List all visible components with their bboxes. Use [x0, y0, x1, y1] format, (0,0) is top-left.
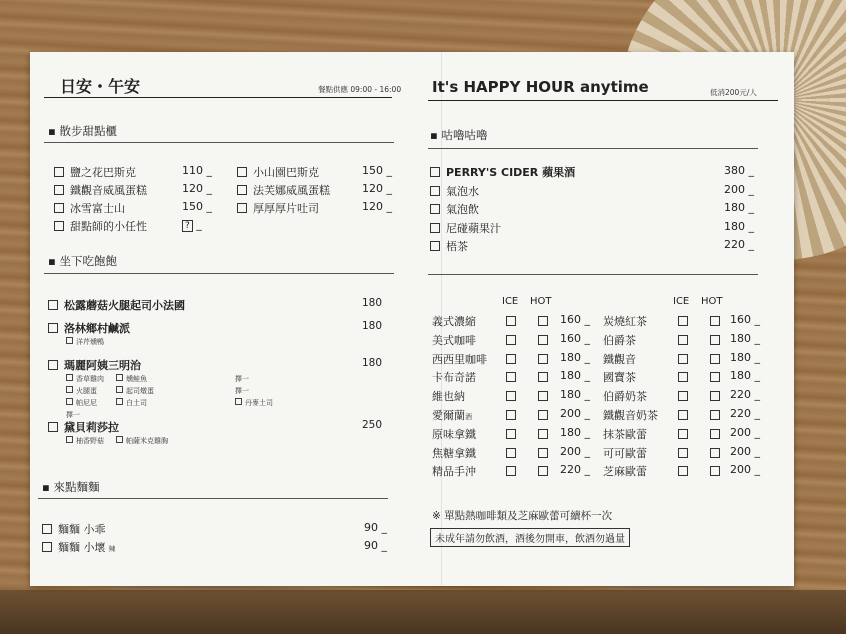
meal-option-label: 香草雞肉 — [76, 375, 104, 383]
noodle-item — [42, 539, 116, 555]
meal-option — [66, 436, 104, 446]
drinks-rule — [428, 148, 758, 149]
dessert-price: 150 _ — [182, 200, 212, 213]
dessert-item-label: 小山園巴斯克 — [253, 166, 319, 179]
meal-item — [48, 297, 185, 313]
tea-price: 200 _ — [730, 463, 760, 477]
dessert-price-value: 110 — [182, 164, 203, 177]
drink-price-value: 200 — [724, 182, 745, 196]
option-checkbox-icon — [116, 386, 123, 393]
meal-option — [66, 398, 97, 408]
checkbox-icon — [54, 167, 64, 177]
meal-option-label: 帕薩米克雞胸 — [126, 437, 168, 445]
coffee-price: 180 _ — [560, 369, 590, 383]
tea-ice-checkbox-icon — [678, 372, 688, 382]
meal-price: 180 — [361, 320, 382, 332]
dessert-item — [54, 164, 136, 180]
tea-ice-checkbox-icon — [678, 410, 688, 420]
tea-price-value: 180 — [730, 369, 751, 383]
dessert-item-label: 鐵觀音威風蛋糕 — [70, 184, 147, 197]
noodle-section-title: ▪ 來點麵麵 — [42, 480, 100, 494]
dessert-price-value: 150 — [182, 200, 203, 213]
tea-price-value: 180 — [730, 331, 751, 345]
coffee-ice-checkbox-icon — [506, 466, 516, 476]
meal-option-label: 燻鮭魚 — [126, 375, 147, 383]
dessert-price: 150 _ — [362, 164, 392, 177]
coffee-ice-checkbox-icon — [506, 410, 516, 420]
coffee-price: 180 _ — [560, 388, 590, 402]
meal-option-label: 擇一 — [235, 387, 249, 395]
drink-item-label: 尼碰蘋果汁 — [446, 221, 501, 235]
meal-option-label: 帕尼尼 — [76, 399, 97, 407]
dessert-price-value: 120 — [362, 200, 383, 213]
meal-option-label: 洋芹燻鴨 — [76, 338, 104, 346]
coffee-ice-checkbox-icon — [506, 391, 516, 401]
tea-hot-header: HOT — [701, 296, 723, 307]
noodle-price: 90 _ — [364, 539, 387, 552]
dessert-item — [237, 182, 330, 198]
drink-price-value: 380 — [724, 164, 745, 177]
coffee-item — [432, 369, 476, 385]
dessert-price-value: 150 — [362, 164, 383, 177]
coffee-hot-checkbox-icon — [538, 372, 548, 382]
drink-item-label: PERRY'S CIDER 蘋果酒 — [446, 166, 576, 179]
checkbox-icon — [237, 203, 247, 213]
tea-hot-checkbox-icon — [710, 316, 720, 326]
tea-ice-checkbox-icon — [678, 391, 688, 401]
left-title-rule — [44, 97, 392, 98]
coffee-price-value: 200 — [560, 407, 581, 420]
checkbox-icon — [48, 360, 58, 370]
checkbox-icon — [54, 185, 64, 195]
tea-ice-checkbox-icon — [678, 448, 688, 458]
meal-item-label: 瑪麗阿姨三明治 — [64, 359, 141, 372]
tea-item — [603, 332, 636, 348]
alcohol-warning: 未成年請勿飲酒，酒後勿開車，飲酒勿過量 — [430, 528, 630, 547]
drink-item-label: 氣泡飲 — [446, 203, 479, 216]
tea-price-value: 200 — [730, 425, 751, 439]
meal-rule — [44, 273, 394, 274]
checkbox-icon — [430, 241, 440, 251]
coffee-ice-checkbox-icon — [506, 429, 516, 439]
tea-price-value: 160 — [730, 313, 751, 326]
drink-price: 220 _ — [724, 238, 754, 251]
noodle-price: 90 _ — [364, 521, 387, 534]
noodle-item-label: 麵麵 小壞 — [58, 541, 106, 554]
tea-price: 220 _ — [730, 407, 760, 420]
noodle-item — [42, 521, 106, 537]
dessert-item — [237, 200, 319, 216]
checkbox-icon — [430, 167, 440, 177]
tea-hot-checkbox-icon — [710, 410, 720, 420]
drink-price: 380 _ — [724, 164, 754, 177]
table-edge — [0, 590, 846, 634]
coffee-item-label: 卡布奇諾 — [432, 371, 476, 385]
checkbox-icon — [42, 524, 52, 534]
coffee-item — [432, 351, 487, 367]
coffee-price-value: 180 — [560, 369, 581, 383]
tea-item — [603, 388, 647, 404]
tea-price-value: 200 — [730, 463, 751, 477]
tea-price: 180 _ — [730, 369, 760, 383]
option-checkbox-icon — [116, 374, 123, 381]
drink-price-value: 180 — [724, 219, 745, 233]
coffee-ice-checkbox-icon — [506, 316, 516, 326]
dessert-item-label: 法芙娜威風蛋糕 — [253, 184, 330, 197]
coffee-hot-checkbox-icon — [538, 410, 548, 420]
checkbox-icon — [430, 186, 440, 196]
min-charge-text: 低消200元/人 — [710, 88, 757, 97]
tea-item — [603, 369, 636, 385]
tea-hot-checkbox-icon — [710, 448, 720, 458]
coffee-hot-checkbox-icon — [538, 448, 548, 458]
tea-item-label: 抹茶歐蕾 — [603, 427, 647, 441]
tea-hot-checkbox-icon — [710, 372, 720, 382]
drink-price: 180 _ — [724, 219, 754, 233]
tea-ice-header: ICE — [673, 296, 690, 307]
tea-price-value: 200 — [730, 444, 751, 458]
tea-hot-checkbox-icon — [710, 429, 720, 439]
coffee-price-value: 200 — [560, 444, 581, 458]
dessert-item-label: 鹽之花巴斯克 — [70, 166, 136, 179]
coffee-item-label: 焦糖拿鐵 — [432, 446, 476, 460]
checkbox-icon — [48, 300, 58, 310]
dessert-price: ? _ — [182, 218, 222, 231]
dessert-item — [54, 200, 125, 216]
noodle-item-label: 麵麵 小乖 — [58, 523, 106, 536]
drink-item — [430, 220, 501, 236]
checkbox-icon — [237, 167, 247, 177]
dessert-item-label: 冰雪富士山 — [70, 202, 125, 215]
coffee-hot-checkbox-icon — [538, 466, 548, 476]
drink-item-label: 梧茶 — [446, 240, 468, 253]
coffee-price: 160 _ — [560, 313, 590, 326]
tea-price-value: 220 — [730, 407, 751, 420]
drink-item — [430, 164, 575, 180]
drinks-section-title: ▪ 咕嚕咕嚕 — [430, 128, 488, 142]
tea-hot-checkbox-icon — [710, 335, 720, 345]
coffee-item-label: 精品手沖 — [432, 465, 476, 479]
coffee-rule — [428, 274, 758, 275]
coffee-item-note: 酒 — [465, 413, 472, 421]
tea-item-label: 伯爵奶茶 — [603, 390, 647, 404]
noodle-price-value: 90 — [364, 521, 378, 534]
meal-item — [48, 419, 119, 435]
checkbox-icon — [54, 221, 64, 231]
dessert-price-value: 120 — [362, 182, 383, 195]
meal-item — [48, 357, 141, 373]
dessert-price: 120 _ — [362, 182, 392, 195]
coffee-item — [432, 388, 465, 404]
tea-item — [603, 407, 658, 423]
checkbox-icon — [237, 185, 247, 195]
drink-price: 200 _ — [724, 182, 754, 196]
meal-option — [235, 386, 249, 396]
checkbox-icon — [54, 203, 64, 213]
tea-hot-checkbox-icon — [710, 391, 720, 401]
coffee-price-value: 180 — [560, 350, 581, 364]
checkbox-icon — [430, 223, 440, 233]
tea-item-label: 炭燒紅茶 — [603, 315, 647, 328]
meal-item-label: 洛林鄉村鹹派 — [64, 322, 130, 335]
tea-price-value: 180 — [730, 350, 751, 364]
meal-item — [48, 320, 130, 336]
coffee-ice-checkbox-icon — [506, 448, 516, 458]
meal-price: 180 — [361, 297, 382, 309]
coffee-item-label: 美式咖啡 — [432, 333, 476, 347]
tea-item — [603, 351, 636, 367]
meal-option — [116, 386, 154, 396]
checkbox-icon — [430, 204, 440, 214]
tea-item-label: 鐵觀音 — [603, 352, 636, 366]
dessert-item — [54, 218, 147, 234]
coffee-ice-checkbox-icon — [506, 335, 516, 345]
coffee-price-value: 180 — [560, 425, 581, 439]
option-checkbox-icon — [116, 436, 123, 443]
tea-item — [603, 445, 647, 461]
coffee-hot-header: HOT — [530, 296, 552, 307]
dessert-price-value: ? — [182, 220, 193, 232]
coffee-item — [432, 463, 476, 479]
option-checkbox-icon — [235, 398, 242, 405]
drink-price: 180 _ — [724, 201, 754, 214]
meal-option — [66, 337, 104, 347]
option-checkbox-icon — [66, 386, 73, 393]
coffee-item-label: 義式濃縮 — [432, 315, 476, 328]
tea-price: 200 _ — [730, 444, 760, 458]
tea-ice-checkbox-icon — [678, 429, 688, 439]
meal-option-label: 丹麥土司 — [245, 399, 273, 407]
checkbox-icon — [48, 323, 58, 333]
drink-item — [430, 183, 479, 199]
dessert-price-value: 120 — [182, 182, 203, 195]
meal-item-label: 松露蘑菇火腿起司小法國 — [64, 299, 185, 312]
dessert-section-title: ▪ 散步甜點櫃 — [48, 124, 117, 138]
coffee-item-label: 維也納 — [432, 390, 465, 404]
dessert-item-label: 甜點師的小任性 — [70, 220, 147, 233]
coffee-price: 180 _ — [560, 350, 590, 364]
dessert-price: 110 _ — [182, 164, 212, 177]
tea-price: 180 _ — [730, 331, 760, 345]
drink-price-value: 180 — [724, 201, 745, 214]
dessert-item — [54, 182, 147, 198]
coffee-price: 160 _ — [560, 331, 590, 345]
noodle-note: 辣 — [108, 545, 116, 553]
coffee-price: 200 _ — [560, 407, 590, 420]
noodle-rule — [38, 498, 388, 499]
coffee-item — [432, 313, 476, 329]
meal-option-label: 火腿蛋 — [76, 387, 97, 395]
tea-item — [603, 463, 647, 479]
coffee-price-value: 180 — [560, 388, 581, 402]
coffee-price-value: 160 — [560, 331, 581, 345]
coffee-ice-header: ICE — [502, 296, 519, 307]
meal-option-label: 起司燉蛋 — [126, 387, 154, 395]
coffee-item — [432, 332, 476, 348]
tea-ice-checkbox-icon — [678, 335, 688, 345]
tea-price: 220 _ — [730, 388, 760, 402]
dessert-price: 120 _ — [182, 182, 212, 195]
meal-price: 180 — [361, 357, 382, 369]
tea-hot-checkbox-icon — [710, 354, 720, 364]
tea-item — [603, 313, 647, 329]
drink-item — [430, 201, 479, 217]
option-checkbox-icon — [66, 374, 73, 381]
meal-option — [116, 436, 168, 446]
tea-ice-checkbox-icon — [678, 354, 688, 364]
coffee-price-value: 220 — [560, 463, 581, 477]
meal-option — [235, 374, 249, 384]
coffee-item-label: 原味拿鐵 — [432, 427, 476, 441]
meal-section-title: ▪ 坐下吃飽飽 — [48, 254, 117, 268]
refill-note: ※ 單點熱咖啡類及芝麻歐蕾可續杯一次 — [432, 510, 613, 522]
coffee-item — [432, 426, 476, 442]
tea-price: 180 _ — [730, 350, 760, 364]
option-checkbox-icon — [66, 337, 73, 344]
dessert-item — [237, 164, 319, 180]
meal-option — [235, 398, 273, 408]
coffee-item — [432, 407, 472, 423]
dessert-rule — [44, 142, 394, 143]
option-checkbox-icon — [66, 398, 73, 405]
meal-option — [116, 398, 147, 408]
tea-item-label: 芝麻歐蕾 — [603, 465, 647, 479]
coffee-hot-checkbox-icon — [538, 335, 548, 345]
drink-item-label: 氣泡水 — [446, 184, 479, 198]
option-checkbox-icon — [116, 398, 123, 405]
tea-ice-checkbox-icon — [678, 316, 688, 326]
right-title: It's HAPPY HOUR anytime — [432, 78, 649, 96]
coffee-hot-checkbox-icon — [538, 429, 548, 439]
checkbox-icon — [48, 422, 58, 432]
menu-sheet — [30, 52, 794, 586]
tea-item-label: 國寶茶 — [603, 371, 636, 385]
meal-option-label: 柚香野菇 — [76, 437, 104, 445]
left-title: 日安・午安 — [60, 77, 141, 96]
coffee-ice-checkbox-icon — [506, 372, 516, 382]
noodle-price-value: 90 — [364, 539, 378, 552]
tea-price: 160 _ — [730, 313, 760, 326]
tea-price-value: 220 — [730, 388, 751, 402]
tea-price: 200 _ — [730, 425, 760, 439]
meal-option-label: 白土司 — [126, 399, 147, 407]
meal-option-label: 擇一 — [235, 375, 249, 383]
coffee-hot-checkbox-icon — [538, 391, 548, 401]
dessert-item-label: 厚厚厚片吐司 — [253, 202, 319, 215]
meal-option — [116, 374, 147, 384]
tea-item-label: 鐵觀音奶茶 — [603, 409, 658, 422]
coffee-price: 220 _ — [560, 463, 590, 477]
coffee-hot-checkbox-icon — [538, 316, 548, 326]
tea-item — [603, 426, 647, 442]
dessert-price: 120 _ — [362, 200, 392, 213]
coffee-price-value: 160 — [560, 313, 581, 326]
coffee-item-label: 西西里咖啡 — [432, 352, 487, 366]
coffee-item-label: 愛爾蘭 — [432, 409, 465, 422]
tea-item-label: 可可歐蕾 — [603, 446, 647, 460]
tea-hot-checkbox-icon — [710, 466, 720, 476]
tea-item-label: 伯爵茶 — [603, 333, 636, 347]
coffee-ice-checkbox-icon — [506, 354, 516, 364]
checkbox-icon — [42, 542, 52, 552]
coffee-item — [432, 445, 476, 461]
drink-item — [430, 238, 468, 254]
option-checkbox-icon — [66, 436, 73, 443]
meal-option — [66, 374, 104, 384]
hours-text: 餐點供應 09:00 - 16:00 — [318, 85, 402, 94]
meal-option — [66, 386, 97, 396]
drink-price-value: 220 — [724, 238, 745, 251]
meal-price: 250 — [361, 419, 382, 431]
coffee-price: 180 _ — [560, 425, 590, 439]
coffee-price: 200 _ — [560, 444, 590, 458]
right-title-rule — [428, 100, 778, 101]
meal-item-label: 黛貝莉莎拉 — [64, 421, 119, 434]
meal-option-label: 擇一 — [66, 411, 80, 419]
coffee-hot-checkbox-icon — [538, 354, 548, 364]
tea-ice-checkbox-icon — [678, 466, 688, 476]
